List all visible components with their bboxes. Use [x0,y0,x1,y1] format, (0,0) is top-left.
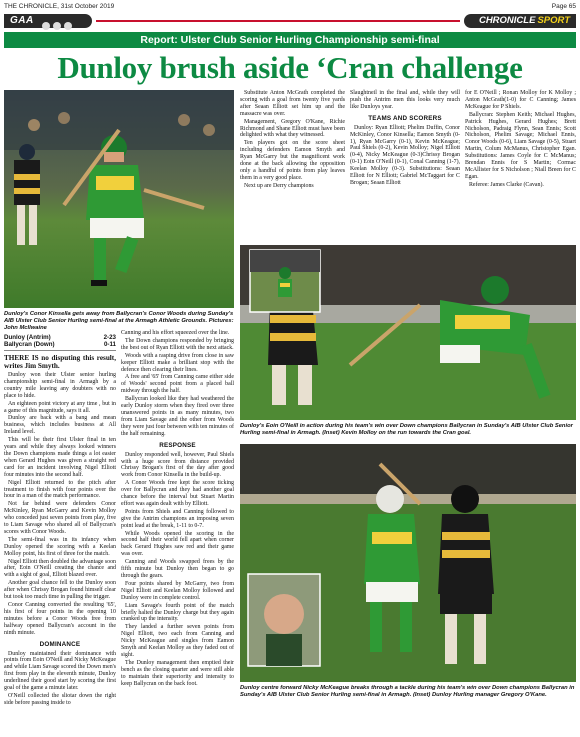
photo-caption-2: Dunloy's Eoin O'Neill in action during his team's win over Down champions Ballycran in Sunday's AIB Ulster Club Senior Hurling semi-final in Armagh. (Inset) Kevin Molloy on the run towards the Cran goal. [240,423,573,436]
masthead-divider [96,20,460,22]
paragraph: Substitute Anton McGrath completed the scoring with a goal from twenty five yards after Seaan Elliott set him up and the massacre was over. [240,90,345,117]
paragraph: Nigel Elliott then doubled the advantage soon after, Eoin O'Neill creating the chance and with a sight of goal, Elliott blazed over. [4,558,116,579]
hurling-photo-2 [240,245,576,420]
paragraph: They landed a further seven points from Nigel Elliott, two each from Canning and Nicky McKeague and singles from Eamon Smyth and Keelan Molloy as they faded out of sight. [121,624,234,658]
scoreline [4,334,116,349]
paragraph: O'Neill collected the sliotar down the right side before passing inside to [4,692,116,706]
header-page-number: Page 65 [551,3,576,10]
photo-nicky-mckeague [240,444,576,682]
photo-caption-1: Dunloy's Conor Kinsella gets away from Ballycran's Conor Woods during Sunday's AIB Ulster Club Senior Hurling semi-final at the Armagh Athletic Grounds. Pictures: John McIlwaine [4,311,234,331]
paragraph: Ten players got on the score sheet including defenders Eamon Smyth and Ryan McGarry but the magnificent work done at the back allowing the opposition only a handful of points from play leaves them in a very good place. [240,140,345,181]
paragraph: Four points shared by McGarry, two from Nigel Elliott and Keelan Molloy followed and Dunloy were in complete control. [121,580,234,601]
paragraph: Dunloy responded well, however, Paul Shiels with a huge score from distance provided Chrissy Brogan's first of the day after good work from Conor Kinsella in the build-up. [121,451,234,479]
score-row-ballycran [4,341,116,348]
ball-icon [42,22,50,30]
paragraph: Ballycran looked like they had weathered the early Dunloy storm when they fired over three unanswered points in as many minutes, two from Liam Savage and the other from Woods they were just four between with ten minutes of the half remaining. [121,396,234,437]
paragraph: The Down champions responded by bringing the best out of Ryan Elliott with the next attack. [121,337,234,351]
score-divider [4,350,116,351]
score-row-dunloy [4,334,116,341]
paragraph: Nigel Elliott returned to the pitch after treatment to finish with four points over the hour in a man of the match performance. [4,479,116,500]
report-banner-text: Report: Ulster Club Senior Hurling Championship semi-final [140,34,440,46]
photo-caption-3: Dunloy centre forward Nicky McKeague breaks through a tackle during his team's win over Down champions Ballycran in Sunday's AIB Ulster Club Senior Hurling semi-final in Armagh. (Inset) Dunloy Hurling manager Gregory O'Kane. [240,685,575,698]
subheading-response: RESPONSE [159,441,196,449]
paragraph: Canning and his effort squeezed over the line. [121,330,230,336]
paragraph: Canning and Woods swapped frees by the fifth minute but Dunloy then began to go through the gears. [121,559,234,579]
subheading-dominance: DOMINANCE [39,640,81,648]
paragraph: Dunloy are back with a bang and mean business, which includes business at All Ireland level. [4,415,116,436]
paragraph: Management, Gregory O'Kane, Richie Richmond and Shane Elliott must have been delighted with what they witnessed. [240,118,345,139]
photo-conor-kinsella [4,90,234,308]
ball-icon [64,22,72,30]
paragraph: Referee: James Clarke (Cavan). [469,181,544,188]
paragraph: Points from Shiels and Canning followed to give the Antrim champions an imposing seven point lead at the break, 1-11 to 0-7. [121,508,234,529]
paragraph: Dunloy won their Ulster senior hurling championship semi-final in Armagh by a country mile leaving any doubters with no place to hide. [4,372,116,399]
paragraph: Not far behind were defenders Conor McKinley, Ryan McGarry and Kevin Molloy who conceded just seven points from play, five to Liam Savage who shared all of Ballycran's scores with Conor Woods. [4,501,116,535]
paragraph: Woods with a rasping drive from close in saw keeper Elliott make a brilliant stop with the defence then clearing their lines. [121,352,234,373]
paragraph: Dunloy maintained their dominance with points from Eoin O'Neill and Nicky McKeague and while Liam Savage scored the Down men's first from play in the eleventh minute, Dunloy underlined their good start by scoring the first goal of the game a minute later. [4,650,116,692]
gaa-tab [4,14,92,28]
header-issue: THE CHRONICLE, 31st October 2019 [4,3,115,10]
paragraph: for E O'Neill ; Ronan Molloy for K Molloy ; Anton McGrath(1-0) for C Canning; James McKeague for P Shiels. [465,90,576,110]
paragraph: The semi-final was in its infancy when Dunloy opened the scoring with a Keelan Molloy point, his first of three for the match. [4,536,116,557]
masthead [4,14,576,28]
sport-label: SPORT [537,15,570,26]
paragraph: While Woods opened the scoring in the second half their world fell apart when corner back Gerard Hughes saw red and their game was over. [121,530,234,558]
paragraph: A free and '65' from Canning came either side of Woods' second point from a placed ball midway through the half. [121,374,234,395]
paragraph: Liam Savage's fourth point of the match briefly halted the Dunloy charge but they again cranked up the intensity. [121,602,234,623]
hurling-photo-1 [4,90,234,308]
paragraph: A Conor Woods free kept the score ticking over for Ballycran and they had another goal chance before the interval but Stuart Martin effort was again dealt with by Elliott. [121,480,234,507]
paragraph: Dunloy: Ryan Elliott; Phelim Duffin, Conor McKinley, Conor Kinsella; Eamon Smyth (0-1), Ryan McGarry (0-1), Kevin McKeague; Paul Shiels (0-2), Kevin Molloy; Nigel Elliott (0-4), Nicky McKeague (0-3)Chrissy Brogan (0-1) Eoin O'Neill (0-1), Conal Canning (1-7), Keelan Molloy (0-3). Substitutions: Seaan Elliott for N Elliott; Gabriel McTaggart for C Brogan; Seaan Elliott [350,124,460,186]
team-name: Ballycran (Down) [4,341,55,349]
paragraph: Ballycran: Stephen Keith; Michael Hughes, Patrick Hughes, Gerard Hughes; Brett Nicholson, Padraig Flynn, Sean Ennis; Scott Nicholson, Phelim Savage; Michael Ennis, Conor Woods (0-6), Liam Savage (0-5), Stuart Martin, Colum McManus, Christopher Egan. Substitutions: James Coyle for C McManus; Brendan Ennis for S Martin; Cormac McAllister for S Nicholson ; Niall Breen for C Egan. [465,111,576,180]
paragraph: Another goal chance fell to the Dunloy soon after when Chrissy Brogan found himself clear but took too much time in pulling the trigger. [4,580,116,601]
paragraph: This will be their first Ulster final in ten years and while they always looked winners the Down champions made things a lot easier when Gerard Hughes was given a straight red card for an incident involving Nigel Elliott four minutes into the second half. [4,437,116,478]
article-column-1 [4,354,116,708]
paragraph: Slaughtneil in the final and, while they will push the Antrim men this looks very much like Dunloys year. [350,90,460,110]
article-column-5 [465,90,576,190]
article-column-4 [350,90,460,188]
paragraph: Next up are Derry champions [244,182,314,189]
chronicle-label: CHRONICLE [478,15,536,26]
article-column-3 [240,90,345,191]
headline: Dunloy brush aside ‘Cran challenge [57,50,523,85]
team-name: Dunloy (Antrim) [4,334,51,341]
article-lead: THERE IS no disputing this result, writes Jim Smyth. [4,354,116,370]
article-column-2 [121,330,234,689]
subheading-teams-scorers: TEAMS AND SCORERS [368,114,442,122]
page-header [4,2,576,12]
ball-icon [53,22,61,30]
paragraph: An eighteen point victory at any time , but in a game of this magnitude, says it all. [4,400,116,414]
team-score: 0-11 [103,341,116,349]
gaa-label: GAA [10,15,34,26]
report-banner [4,32,576,48]
hurling-photo-3 [240,444,576,682]
chronicle-sport-label [479,15,570,26]
team-score: 2-23 [103,334,116,341]
photo-eoin-oneill [240,245,576,420]
paragraph: Conor Canning converted the resulting '65', his first of four points in the opening 10 minutes before a Conor Woods free from halfway opened Ballycran's account in the ninth minute. [4,602,116,636]
chronicle-sport-tab [464,14,576,28]
paragraph: The Dunloy management then emptied their bench as the closing quarter and were still able to maintain their superiority and intensity to keep Ballycran on the back foot. [121,659,234,687]
